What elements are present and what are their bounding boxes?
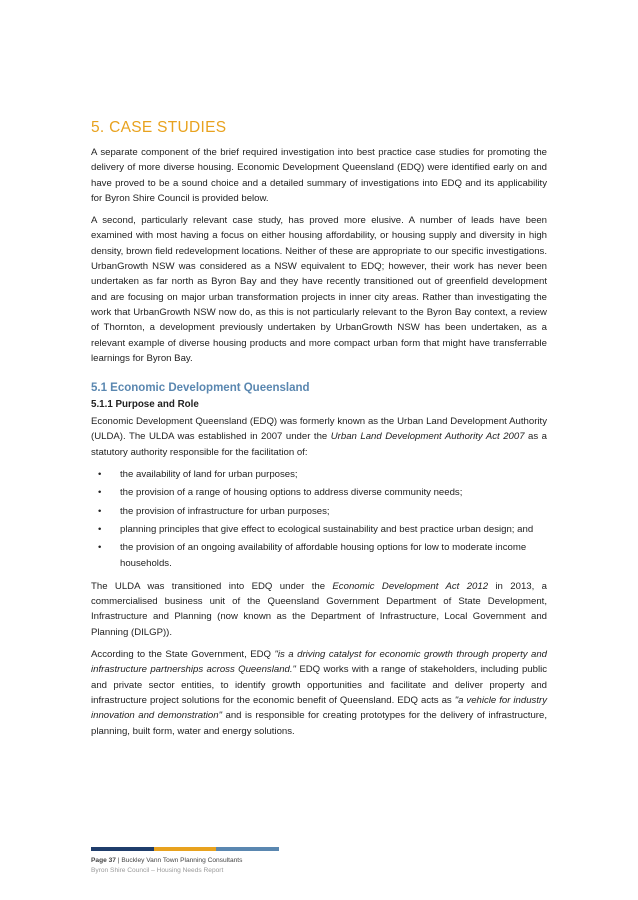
list-item: • planning principles that give effect to ecological sustainability and best practice urban design; and (91, 522, 540, 537)
footer-organisation: Buckley Vann Town Planning Consultants (121, 857, 243, 864)
footer-line-1: Page 37 | Buckley Vann Town Planning Consultants (91, 857, 243, 864)
sub-subsection-heading: 5.1.1 Purpose and Role (91, 399, 199, 411)
bullet-icon: • (98, 505, 102, 517)
purpose-list (91, 467, 547, 571)
list-item: • the availability of land for urban purposes; (91, 467, 540, 482)
purpose-paragraph: Economic Development Queensland (EDQ) was formerly known as the Urban Land Development Authority (ULDA). The ULDA was established in 2007 under the Urban Land Development Authority Act 2007 as a statutory authority responsible for the facilitation of: (91, 416, 547, 458)
section-heading: 5. CASE STUDIES (91, 119, 227, 136)
role-paragraph: According to the State Government, EDQ "is a driving catalyst for economic growth through property and infrastructure partnerships across Queensland." EDQ works with a range of stakeholders, including public and private sector entities, to identify growth opportunities and facilitate and deliver property and infrastructure project solutions for the economic benefit of Queensland. EDQ acts as "a vehicle for industry innovation and demonstration" and is responsible for creating prototypes for the delivery of infrastructure, planning, built form, water and energy solutions. (91, 649, 548, 737)
bullet-icon: • (98, 523, 102, 535)
intro-paragraph-2: A second, particularly relevant case study, has proved more elusive. A number of leads have been examined with most having a focus on either housing affordability, or housing supply and diversity in high density, brown field redevelopment locations. Neither of these are appropriate to our specific investigations. UrbanGrowth NSW was considered as a NSW equivalent to EDQ; however, their work has never been undertaken as far north as Byron Bay and they have recently transitioned out of greenfield development and are focusing on major urban transformation projects in inner city areas. Rather than investigating the work that UrbanGrowth NSW now do, as this is not particularly relevant to the Byron Bay context, a review of Thornton, a development previously undertaken by UrbanGrowth NSW has been undertaken, as a relevant example of diverse housing products and more compact urban form that might have transferrable learnings for Byron Bay. (91, 215, 547, 364)
footer-bar-orange (154, 847, 217, 851)
page-footer (91, 856, 242, 876)
subsection-heading: 5.1 Economic Development Queensland (91, 382, 310, 395)
document-page (91, 0, 547, 900)
list-item: • the provision of infrastructure for urban purposes; (91, 504, 540, 519)
list-item: • the provision of an ongoing availability of affordable housing options for low to moderate income households. (98, 542, 527, 569)
footer-report-title: Byron Shire Council – Housing Needs Report (91, 867, 224, 874)
footer-bar-navy (91, 847, 154, 851)
transition-paragraph: The ULDA was transitioned into EDQ under the Economic Development Act 2012 in 2013, a commercialised business unit of the Queensland Government Department of State Development, Infrastructure and Planning (now known as the Department of Infrastructure, Local Government and Planning (DILGP)). (91, 580, 547, 638)
intro-paragraph-1: A separate component of the brief required investigation into best practice case studies for promoting the delivery of more diverse housing. Economic Development Queensland (EDQ) were identified early on and have proved to be a sound choice and a detailed summary of investigations into EDQ and its applicability for Byron Shire Council is provided below. (91, 147, 547, 204)
bullet-icon: • (98, 469, 102, 481)
page-number: Page 37 (91, 857, 116, 864)
bullet-icon: • (98, 487, 102, 499)
footer-color-bars (91, 847, 279, 851)
list-item: • the provision of a range of housing options to address diverse community needs; (91, 485, 540, 500)
body-text (91, 145, 547, 746)
bullet-icon: • (98, 542, 102, 554)
footer-bar-blue (216, 847, 279, 851)
